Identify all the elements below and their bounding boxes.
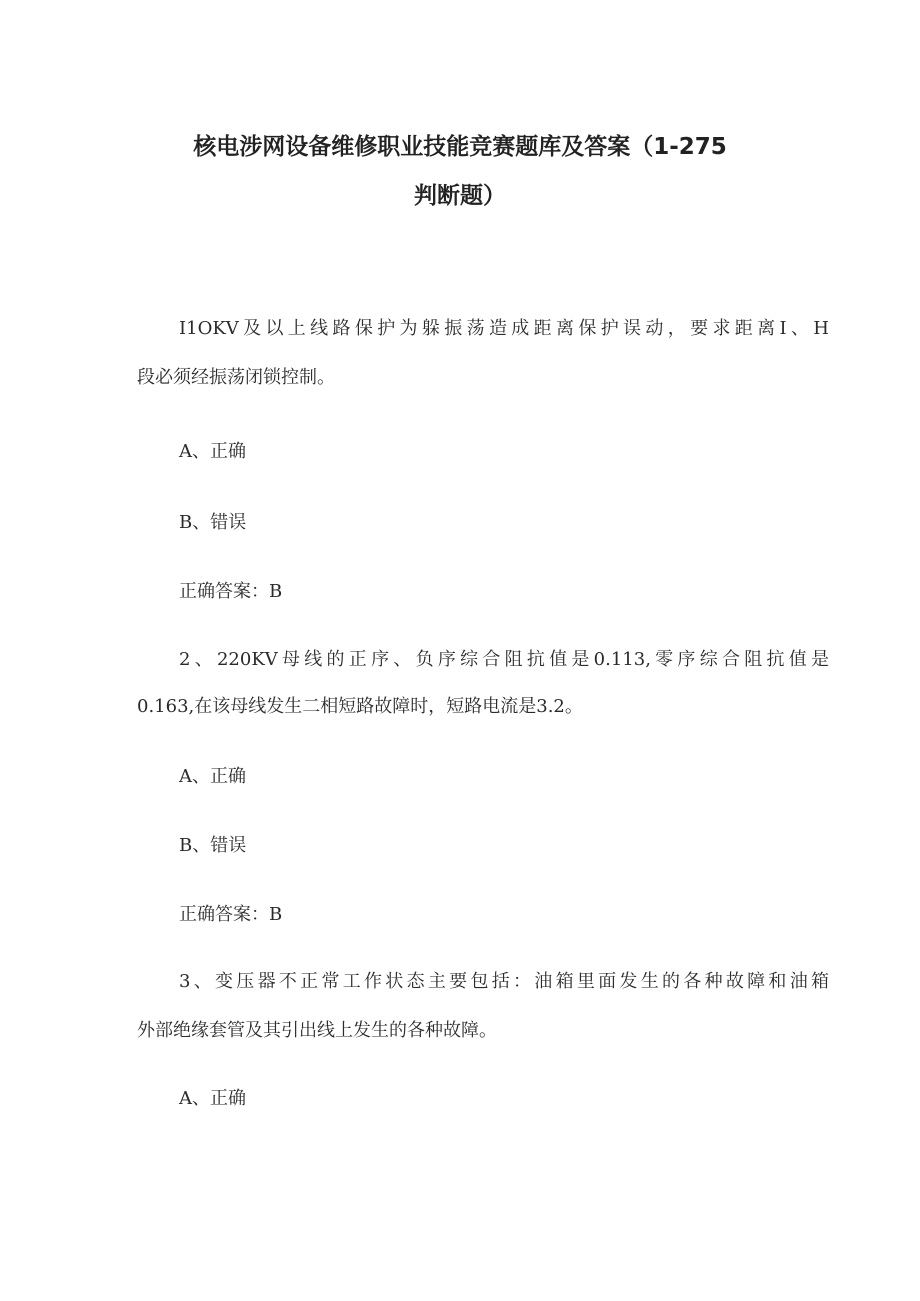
question-2-stem-line-2: 0.163,在该母线发生二相短路故障时，短路电流是3.2。	[137, 696, 583, 717]
question-1-stem-line-2: 段必须经振荡闭锁控制。	[137, 367, 335, 388]
question-3-stem-line-1: 3、变压器不正常工作状态主要包括：油箱里面发生的各种故障和油箱	[179, 971, 829, 992]
question-1-stem-line-1: I1OKV及以上线路保护为躲振荡造成距离保护误动，要求距离I、H	[179, 318, 829, 339]
question-1-option-b: B、错误	[179, 512, 247, 533]
question-3-stem-line-2: 外部绝缘套管及其引出线上发生的各种故障。	[137, 1020, 497, 1041]
question-1-option-a: A、正确	[179, 441, 246, 462]
question-2-option-a: A、正确	[179, 766, 246, 787]
question-2-option-b: B、错误	[179, 835, 247, 856]
question-2-stem-line-1: 2、220KV母线的正序、负序综合阻抗值是0.113,零序综合阻抗值是	[179, 649, 829, 670]
question-2-answer: 正确答案：B	[179, 904, 283, 925]
question-3-option-a: A、正确	[179, 1088, 246, 1109]
document-title-line-1: 核电涉网设备维修职业技能竞赛题库及答案（1-275	[193, 134, 727, 160]
document-title-line-2: 判断题）	[414, 183, 506, 209]
question-1-answer: 正确答案：B	[179, 581, 283, 602]
